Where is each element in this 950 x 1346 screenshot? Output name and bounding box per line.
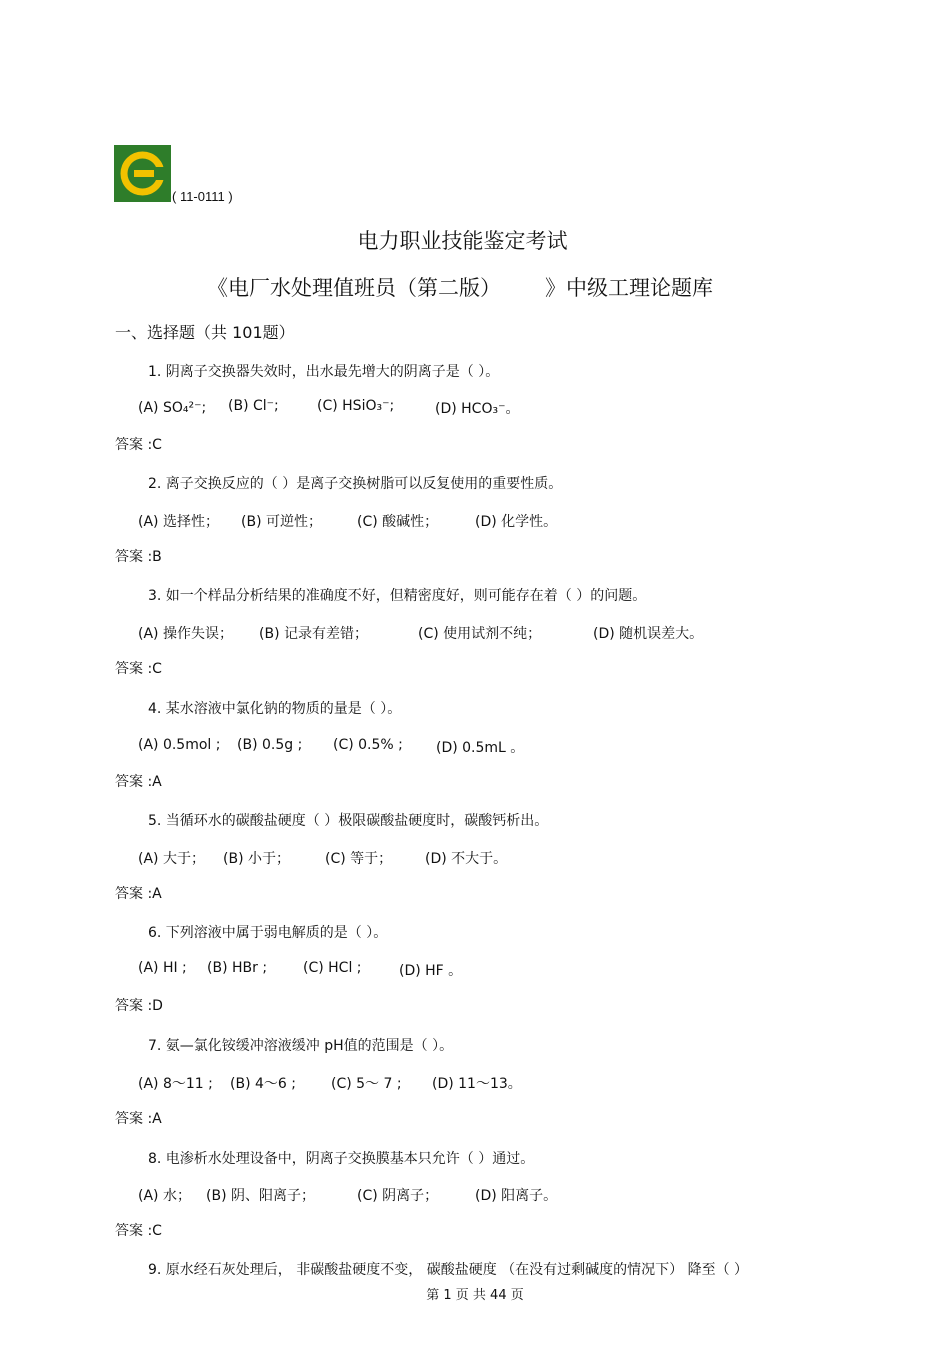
option-b: (B) Cl⁻; (228, 398, 279, 414)
page-title: 电力职业技能鉴定考试 (357, 229, 568, 253)
option-a: (A) SO₄²⁻; (138, 400, 207, 416)
option-a: (A) 选择性； (138, 514, 219, 530)
option-c: (C) 0.5% ; (333, 737, 403, 753)
question-text: 9. 原水经石灰处理后， 非碳酸盐硬度不变， 碳酸盐硬度 （在没有过剩碱度的情况下） 降至（ ） (148, 1262, 749, 1278)
option-b: (B) 0.5g ; (237, 737, 303, 753)
answer: 答案 :C (115, 437, 162, 453)
option-d: (D) 随机误差大。 (593, 626, 704, 642)
option-c: (C) HCl ; (303, 960, 362, 976)
answer: 答案 :A (115, 1111, 162, 1127)
question-text: 4. 某水溶液中氯化钠的物质的量是（ ）。 (148, 701, 402, 717)
subtitle-right: 》中级工理论题库 (545, 276, 713, 300)
option-b: (B) 小于； (223, 851, 290, 867)
option-b: (B) 记录有差错； (259, 626, 368, 642)
answer: 答案 :A (115, 774, 162, 790)
company-logo (114, 145, 171, 202)
answer: 答案 :A (115, 886, 162, 902)
exam-code: ( 11-0111 ) (172, 189, 233, 204)
question-text: 3. 如一个样品分析结果的准确度不好，但精密度好，则可能存在着（ ）的问题。 (148, 588, 647, 604)
answer: 答案 :D (115, 998, 163, 1014)
question-text: 6. 下列溶液中属于弱电解质的是（ ）。 (148, 925, 388, 941)
option-c: (C) 5～ 7 ; (331, 1076, 402, 1092)
option-b: (B) 阴、阳离子； (206, 1188, 315, 1204)
option-d: (D) 阳离子。 (475, 1188, 558, 1204)
page-footer: 第 1 页 共 44 页 (426, 1288, 524, 1303)
option-d: (D) 0.5mL 。 (436, 740, 525, 756)
option-c: (C) 等于； (325, 851, 393, 867)
option-b: (B) HBr ; (207, 960, 268, 976)
option-a: (A) 0.5mol ; (138, 737, 221, 753)
option-b: (B) 4～6 ; (230, 1076, 296, 1092)
option-c: (C) 使用试剂不纯； (418, 626, 542, 642)
logo-c-icon (114, 145, 171, 202)
option-d: (D) HF 。 (399, 963, 463, 979)
question-text: 8. 电渗析水处理设备中，阴离子交换膜基本只允许（ ）通过。 (148, 1151, 535, 1167)
answer: 答案 :C (115, 661, 162, 677)
option-a: (A) HI ; (138, 960, 187, 976)
section-heading: 一、选择题（共 101题） (115, 323, 295, 342)
option-a: (A) 水； (138, 1188, 191, 1204)
option-a: (A) 8～11 ; (138, 1076, 213, 1092)
option-c: (C) 阴离子； (357, 1188, 439, 1204)
question-text: 2. 离子交换反应的（ ）是离子交换树脂可以反复使用的重要性质。 (148, 476, 563, 492)
question-text: 5. 当循环水的碳酸盐硬度（ ）极限碳酸盐硬度时，碳酸钙析出。 (148, 813, 549, 829)
option-d: (D) 11～13。 (432, 1076, 522, 1092)
option-c: (C) 酸碱性； (357, 514, 439, 530)
option-b: (B) 可逆性； (241, 514, 322, 530)
question-text: 7. 氨—氯化铵缓冲溶液缓冲 pH值的范围是（ ）。 (148, 1038, 454, 1054)
question-text: 1. 阴离子交换器失效时，出水最先增大的阴离子是（ ）。 (148, 364, 500, 380)
option-d: (D) 化学性。 (475, 514, 558, 530)
option-c: (C) HSiO₃⁻; (317, 398, 395, 414)
option-d: (D) HCO₃⁻。 (435, 401, 520, 417)
option-a: (A) 大于； (138, 851, 205, 867)
option-d: (D) 不大于。 (425, 851, 508, 867)
page-subtitle (207, 272, 713, 302)
option-a: (A) 操作失误； (138, 626, 233, 642)
answer: 答案 :C (115, 1223, 162, 1239)
subtitle-left: 《电厂水处理值班员（第二版） (207, 276, 501, 300)
answer: 答案 :B (115, 549, 162, 565)
